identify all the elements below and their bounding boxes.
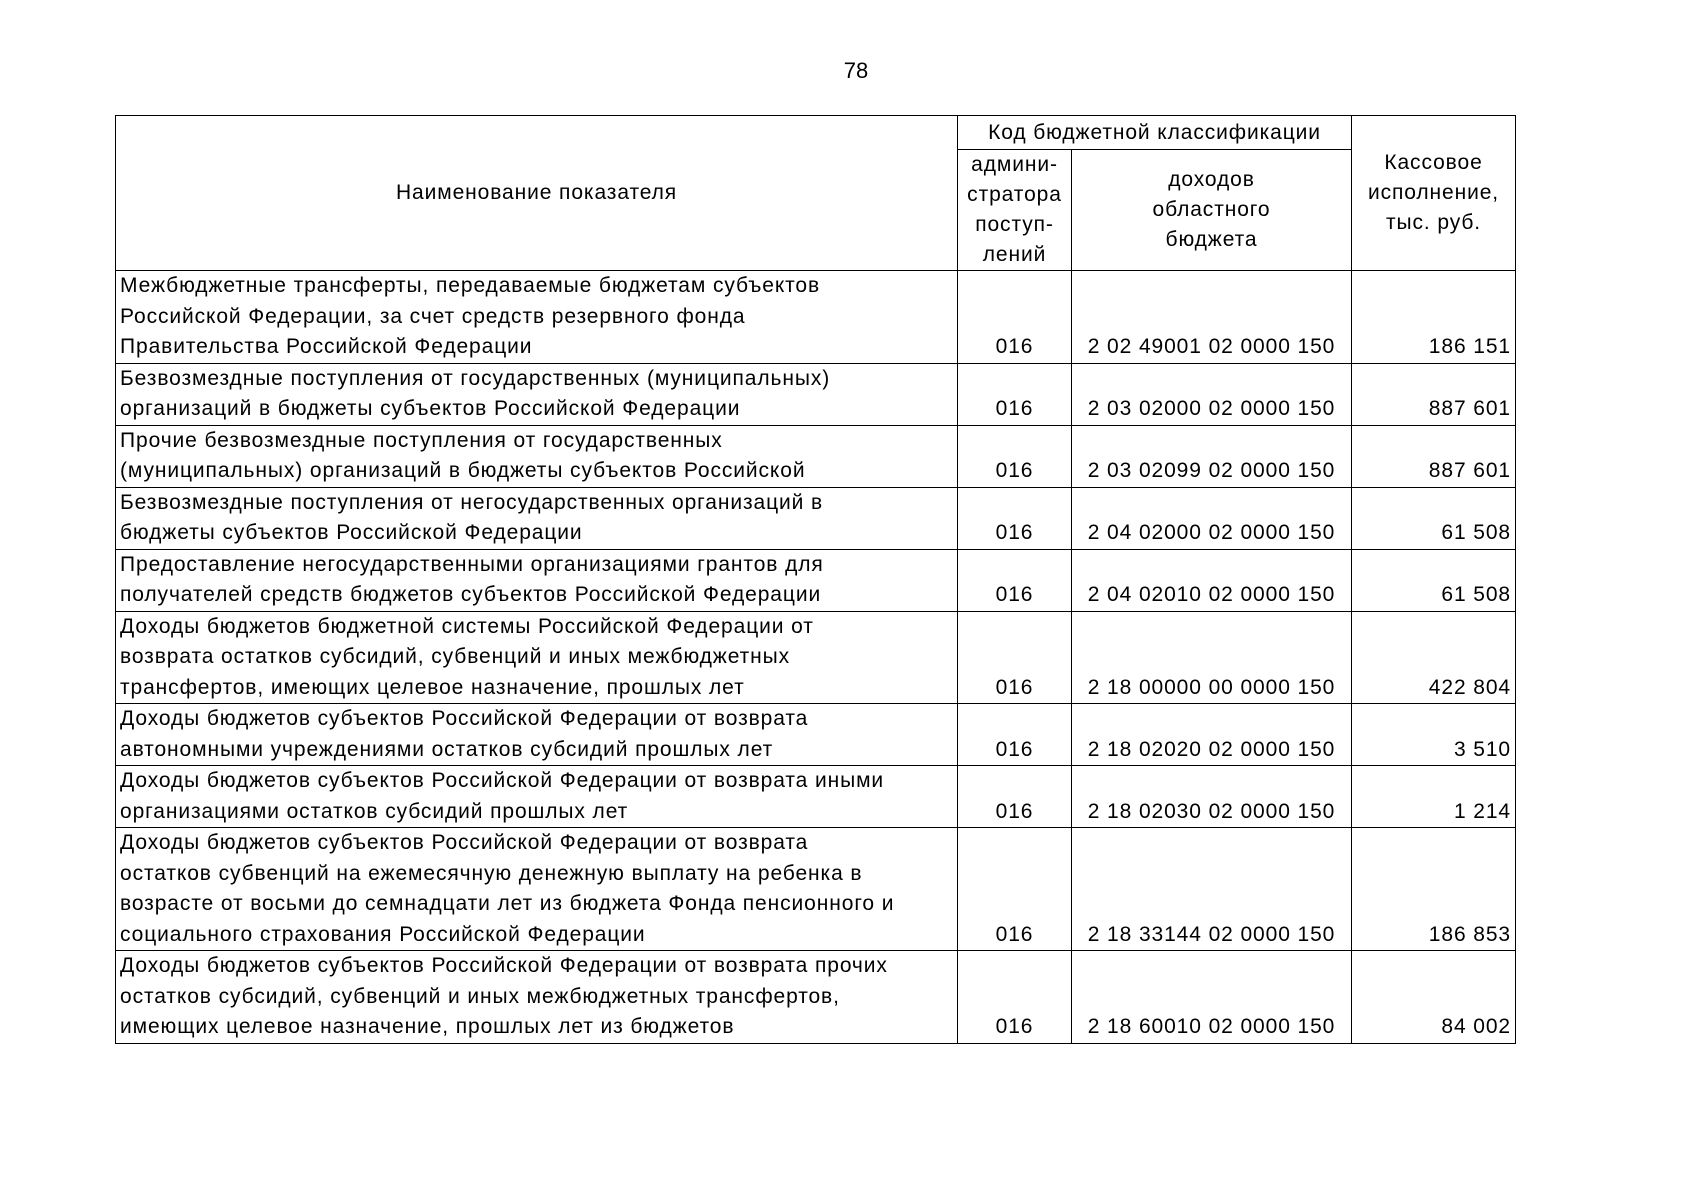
row-income-code: 2 03 02099 02 0000 150 [1072, 425, 1352, 487]
row-indicator-name: Доходы бюджетов бюджетной системы Российской Федерации от возврата остатков субсидий, субвенций и иных межбюджетных трансфертов, имеющих целевое назначение, прошлых лет [116, 611, 958, 704]
header-budget-classification-code: Код бюджетной классификации [958, 116, 1352, 150]
row-indicator-name: Предоставление негосударственными организациями грантов для получателей средств бюджетов субъектов Российской Федерации [116, 549, 958, 611]
row-indicator-name: Доходы бюджетов субъектов Российской Федерации от возврата иными организациями остатков субсидий прошлых лет [116, 766, 958, 828]
row-income-code: 2 18 02020 02 0000 150 [1072, 704, 1352, 766]
table-row [116, 828, 1516, 951]
row-amount: 61 508 [1352, 487, 1516, 549]
table-row [116, 704, 1516, 766]
table-body [116, 271, 1516, 1044]
row-amount: 3 510 [1352, 704, 1516, 766]
table-row [116, 425, 1516, 487]
row-admin-code: 016 [958, 363, 1072, 425]
budget-revenue-table [115, 115, 1516, 1044]
row-income-code: 2 18 00000 00 0000 150 [1072, 611, 1352, 704]
table-row [116, 611, 1516, 704]
header-indicator-name: Наименование показателя [116, 116, 958, 271]
row-admin-code: 016 [958, 487, 1072, 549]
table-row [116, 951, 1516, 1044]
row-admin-code: 016 [958, 828, 1072, 951]
row-indicator-name: Прочие безвозмездные поступления от государственных (муниципальных) организаций в бюджеты субъектов Российской [116, 425, 958, 487]
row-amount: 61 508 [1352, 549, 1516, 611]
row-income-code: 2 03 02000 02 0000 150 [1072, 363, 1352, 425]
header-cash-execution: Кассовое исполнение, тыс. руб. [1352, 116, 1516, 271]
row-income-code: 2 04 02010 02 0000 150 [1072, 549, 1352, 611]
row-admin-code: 016 [958, 549, 1072, 611]
row-indicator-name: Доходы бюджетов субъектов Российской Федерации от возврата автономными учреждениями остатков субсидий прошлых лет [116, 704, 958, 766]
row-admin-code: 016 [958, 766, 1072, 828]
row-amount: 887 601 [1352, 425, 1516, 487]
row-income-code: 2 04 02000 02 0000 150 [1072, 487, 1352, 549]
row-amount: 1 214 [1352, 766, 1516, 828]
row-admin-code: 016 [958, 271, 1072, 364]
table-row [116, 766, 1516, 828]
row-indicator-name: Безвозмездные поступления от государственных (муниципальных) организаций в бюджеты субъектов Российской Федерации [116, 363, 958, 425]
row-indicator-name: Доходы бюджетов субъектов Российской Федерации от возврата прочих остатков субсидий, субвенций и иных межбюджетных трансфертов, имеющих целевое назначение, прошлых лет из бюджетов [116, 951, 958, 1044]
row-indicator-name: Доходы бюджетов субъектов Российской Федерации от возврата остатков субвенций на ежемесячную денежную выплату на ребенка в возрасте от восьми до семнадцати лет из бюджета Фонда пенсионного и социального страхования Российской Федерации [116, 828, 958, 951]
row-amount: 186 853 [1352, 828, 1516, 951]
table-row [116, 549, 1516, 611]
row-amount: 186 151 [1352, 271, 1516, 364]
header-income-code: доходов областного бюджета [1072, 150, 1352, 271]
table-row [116, 363, 1516, 425]
row-indicator-name: Безвозмездные поступления от негосударственных организаций в бюджеты субъектов Российской Федерации [116, 487, 958, 549]
row-admin-code: 016 [958, 611, 1072, 704]
row-income-code: 2 18 02030 02 0000 150 [1072, 766, 1352, 828]
row-amount: 84 002 [1352, 951, 1516, 1044]
header-admin-code: админи- стратора поступ- лений [958, 150, 1072, 271]
page-number: 78 [843, 58, 869, 83]
row-income-code: 2 02 49001 02 0000 150 [1072, 271, 1352, 364]
row-income-code: 2 18 33144 02 0000 150 [1072, 828, 1352, 951]
row-income-code: 2 18 60010 02 0000 150 [1072, 951, 1352, 1044]
row-admin-code: 016 [958, 951, 1072, 1044]
table-row [116, 271, 1516, 364]
table-row [116, 487, 1516, 549]
row-amount: 887 601 [1352, 363, 1516, 425]
row-indicator-name: Межбюджетные трансферты, передаваемые бюджетам субъектов Российской Федерации, за счет средств резервного фонда Правительства Российской Федерации [116, 271, 958, 364]
row-admin-code: 016 [958, 425, 1072, 487]
row-amount: 422 804 [1352, 611, 1516, 704]
row-admin-code: 016 [958, 704, 1072, 766]
